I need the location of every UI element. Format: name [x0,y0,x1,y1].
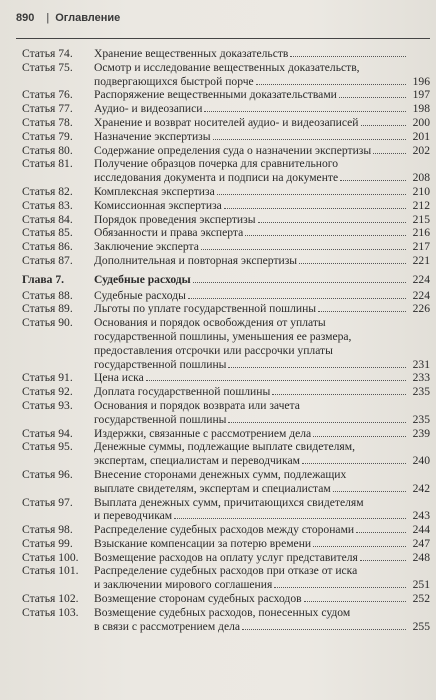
entry-line [94,316,430,330]
entry-page-number: 231 [412,357,430,371]
toc-entry [22,254,430,268]
entry-label: Статья 102. [22,592,79,606]
entry-line [94,102,430,116]
entry-body [94,289,430,303]
entry-label: Статья 87. [22,253,73,267]
entry-line [94,413,430,427]
entry-body [94,523,430,537]
entry-line [94,592,430,606]
entry-page-number: 210 [412,184,430,198]
entry-label: Статья 74. [22,47,73,60]
entry-page-number: 224 [412,288,430,302]
entry-body [94,316,430,371]
entry-line [94,344,430,358]
entry-line [94,273,430,287]
entry-body [94,440,430,468]
entry-line [94,509,430,523]
entry-title: Денежные суммы, подлежащие выплате свидетелям, [94,440,355,454]
entry-page-number: 240 [412,454,430,468]
entry-line [94,144,430,158]
entry-body [94,213,430,227]
entry-page-number: 226 [412,302,430,316]
entry-line [94,620,430,634]
entry-title: Содержание определения суда о назначении экспертизы [94,143,372,157]
toc-entry [22,399,430,427]
entry-label: Статья 100. [22,550,79,564]
entry-label: Статья 103. [22,605,79,619]
entry-page-number: 244 [412,523,430,537]
entry-body [94,88,430,102]
leader-dots [146,371,406,381]
toc-entry [22,302,430,316]
toc-entry [22,102,430,116]
entry-page-number: 233 [412,371,430,385]
entry-line [94,75,430,89]
leader-dots [256,75,406,85]
toc-entry [22,116,430,130]
entry-title: предоставления отсрочки или рассрочки уплаты [94,343,333,357]
entry-line [94,240,430,254]
header-separator: | [46,12,50,24]
entry-line [94,454,430,468]
header-title: Оглавление [55,12,121,24]
entry-title: Доплата государственной пошлины [94,385,271,399]
entry-line [94,171,430,185]
entry-title: Цена иска [94,371,144,385]
entry-page-number: 239 [412,426,430,440]
toc-entry [22,427,430,441]
entry-line [94,330,430,344]
entry-body [94,468,430,496]
entry-body [94,302,430,316]
leader-dots [318,302,406,312]
entry-line [94,537,430,551]
header-rule [16,38,430,39]
entry-title: Льготы по уплате государственной пошлины [94,302,317,316]
toc-entry [22,88,430,102]
entry-body [94,385,430,399]
leader-dots [302,454,406,464]
entry-title: Судебные расходы [94,272,191,286]
leader-dots [356,523,406,533]
entry-title: Основания и порядок освобождения от уплаты [94,316,326,330]
leader-dots [299,254,406,264]
toc-entry [22,551,430,565]
entry-page-number: 224 [412,272,430,286]
entry-line [94,185,430,199]
entry-title: Хранение и возврат носителей аудио- и видеозаписей [94,115,359,129]
toc-entry [22,199,430,213]
entry-body [94,226,430,240]
entry-line [94,551,430,565]
entry-title: Дополнительная и повторная экспертизы [94,253,298,267]
entry-title: Судебные расходы [94,288,186,302]
entry-label: Статья 82. [22,184,73,198]
entry-label: Статья 89. [22,302,73,316]
leader-dots [340,171,406,181]
toc-entry [22,213,430,227]
entry-line [94,254,430,268]
entry-body [94,551,430,565]
entry-page-number: 243 [412,509,430,523]
toc-entry [22,385,430,399]
entry-line [94,47,430,61]
entry-label: Статья 78. [22,115,73,129]
entry-title: Хранение вещественных доказательств [94,47,289,60]
entry-label: Статья 99. [22,536,73,550]
entry-body [94,399,430,427]
toc-entry [22,592,430,606]
entry-body [94,564,430,592]
entry-body [94,254,430,268]
toc-entry [22,440,430,468]
entry-label: Статья 96. [22,467,73,481]
entry-line [94,226,430,240]
leader-dots [373,144,406,154]
entry-page-number: 208 [412,171,430,185]
entry-body [94,199,430,213]
entry-line [94,482,430,496]
entry-label: Статья 101. [22,564,79,578]
toc-entry [22,537,430,551]
entry-body [94,130,430,144]
leader-dots [290,47,406,57]
entry-title: подвергающихся быстрой порче [94,74,254,88]
entry-line [94,578,430,592]
entry-label: Статья 90. [22,316,73,330]
entry-body [94,116,430,130]
entry-line [94,496,430,510]
entry-page-number: 255 [412,619,430,633]
entry-label: Статья 92. [22,385,73,399]
entry-page-number: 197 [412,88,430,102]
entry-title: Внесение сторонами денежных сумм, подлежащих [94,467,347,481]
toc-chapter-entry [22,273,430,287]
entry-body [94,240,430,254]
entry-line [94,213,430,227]
entry-title: Распределение судебных расходов при отказе от иска [94,564,358,578]
entry-title: Комиссионная экспертиза [94,198,222,212]
entry-line [94,523,430,537]
toc-entry [22,240,430,254]
entry-line [94,199,430,213]
toc-entry [22,144,430,158]
entry-page-number: 235 [412,412,430,426]
entry-line [94,440,430,454]
entry-line [94,61,430,75]
running-header [16,12,426,24]
leader-dots [333,482,406,492]
entry-title: государственной пошлины [94,357,227,371]
entry-title: и заключении мирового соглашения [94,578,273,592]
entry-label: Статья 75. [22,60,73,74]
entry-page-number: 200 [412,115,430,129]
entry-body [94,371,430,385]
entry-label: Статья 86. [22,240,73,254]
entry-title: исследования документа и подписи на документе [94,171,339,185]
entry-title: Заключение эксперта [94,240,199,254]
entry-label: Статья 95. [22,440,73,454]
entry-body [94,273,430,287]
entry-page-number: 198 [412,102,430,116]
entry-title: Аудио- и видеозаписи [94,102,203,116]
entry-title: Распределение судебных расходов между сторонами [94,523,355,537]
entry-label: Статья 79. [22,129,73,143]
entry-title: экспертам, специалистам и переводчикам [94,454,300,468]
entry-label: Статья 98. [22,523,73,537]
entry-title: Возмещение сторонам судебных расходов [94,592,302,606]
toc-entry [22,157,430,185]
leader-dots [339,88,406,98]
entry-title: Комплексная экспертиза [94,184,215,198]
entry-label: Глава 7. [22,272,65,286]
entry-line [94,358,430,372]
entry-line [94,385,430,399]
entry-title: государственной пошлины, уменьшения ее размера, [94,329,352,343]
toc-entry [22,496,430,524]
entry-title: выплате свидетелям, экспертам и специалистам [94,481,331,495]
leader-dots [313,427,406,437]
entry-page-number: 248 [412,550,430,564]
entry-line [94,116,430,130]
entry-page-number: 215 [412,212,430,226]
toc-entry [22,316,430,371]
entry-title: Возмещение судебных расходов, понесенных судом [94,605,351,619]
entry-label: Статья 83. [22,198,73,212]
entry-title: государственной пошлины [94,412,227,426]
leader-dots [258,213,406,223]
entry-label: Статья 93. [22,398,73,412]
toc-entry [22,289,430,303]
leader-dots [201,240,406,250]
entry-title: Порядок проведения экспертизы [94,212,256,226]
entry-body [94,47,430,61]
entry-title: в связи с рассмотрением дела [94,619,241,633]
entry-label: Статья 76. [22,88,73,102]
entry-page-number: 247 [412,536,430,550]
entry-label: Статья 88. [22,288,73,302]
leader-dots [228,413,406,423]
entry-page-number: 252 [412,592,430,606]
entry-line [94,371,430,385]
entry-page-number: 212 [412,198,430,212]
entry-label: Статья 84. [22,212,73,226]
entry-body [94,61,430,89]
entry-title: Возмещение расходов на оплату услуг представителя [94,550,358,564]
entry-page-number: 251 [412,578,430,592]
entry-title: Распоряжение вещественными доказательствами [94,88,337,102]
leader-dots [174,509,406,519]
entry-label: Статья 94. [22,426,73,440]
entry-body [94,592,430,606]
entry-page-number: 216 [412,226,430,240]
entry-page-number: 242 [412,481,430,495]
entry-title: Основания и порядок возврата или зачета [94,398,300,412]
entry-title: Обязанности и права эксперта [94,226,244,240]
toc-entry [22,468,430,496]
entry-body [94,427,430,441]
entry-page-number: 221 [412,253,430,267]
entry-line [94,157,430,171]
leader-dots [213,130,406,140]
leader-dots [193,273,406,283]
toc-entry [22,371,430,385]
entry-body [94,144,430,158]
entry-line [94,399,430,413]
entry-body [94,537,430,551]
entry-line [94,302,430,316]
leader-dots [313,537,406,547]
entry-label: Статья 97. [22,495,73,509]
entry-label: Статья 91. [22,371,73,385]
toc-entry [22,47,430,61]
toc-entry [22,185,430,199]
entry-title: и переводчикам [94,509,173,523]
entry-line [94,468,430,482]
leader-dots [242,620,406,630]
toc-entry [22,226,430,240]
entry-body [94,606,430,634]
entry-line [94,427,430,441]
leader-dots [272,385,406,395]
entry-label: Статья 80. [22,143,73,157]
entry-line [94,130,430,144]
entry-body [94,496,430,524]
entry-page-number: 201 [412,129,430,143]
entry-line [94,606,430,620]
table-of-contents [22,47,430,633]
entry-page-number: 235 [412,385,430,399]
entry-body [94,102,430,116]
toc-entry [22,523,430,537]
leader-dots [188,289,406,299]
entry-label: Статья 81. [22,157,73,171]
leader-dots [274,578,406,588]
entry-label: Статья 77. [22,102,73,116]
entry-body [94,185,430,199]
leader-dots [245,226,406,236]
entry-title: Выплата денежных сумм, причитающихся свидетелям [94,495,364,509]
toc-entry [22,130,430,144]
entry-page-number: 217 [412,240,430,254]
leader-dots [361,116,407,126]
leader-dots [224,199,406,209]
entry-line [94,88,430,102]
entry-title: Назначение экспертизы [94,129,211,143]
leader-dots [304,592,406,602]
leader-dots [217,185,406,195]
toc-entry [22,61,430,89]
leader-dots [228,358,406,368]
entry-title: Получение образцов почерка для сравнительного [94,157,339,171]
toc-entry [22,606,430,634]
entry-title: Издержки, связанные с рассмотрением дела [94,426,312,440]
toc-entry [22,564,430,592]
leader-dots [204,102,406,112]
leader-dots [360,551,406,561]
entry-line [94,564,430,578]
entry-body [94,157,430,185]
entry-page-number: 202 [412,143,430,157]
entry-title: Взыскание компенсации за потерю времени [94,536,312,550]
page-number: 890 [16,12,35,24]
entry-title: Осмотр и исследование вещественных доказательств, [94,60,360,74]
entry-label: Статья 85. [22,226,73,240]
entry-page-number: 196 [412,74,430,88]
entry-line [94,289,430,303]
